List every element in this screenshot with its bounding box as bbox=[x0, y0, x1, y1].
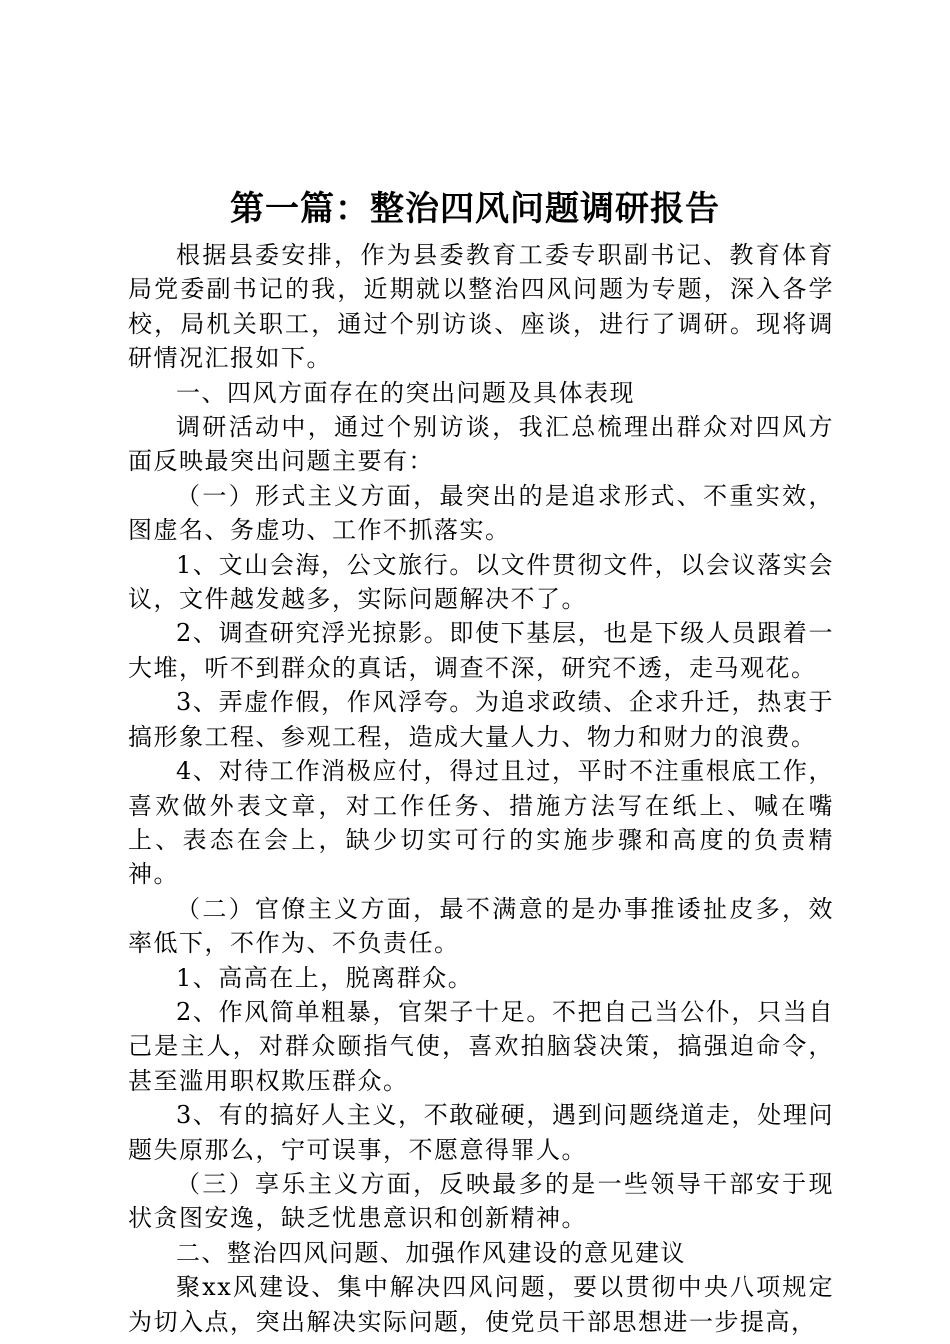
list-item: 4、对待工作消极应付，得过且过，平时不注重根底工作，喜欢做外表文章，对工作任务、措施方法写在纸上、喊在嘴上、表态在会上，缺少切实可行的实施步骤和高度的负责精神。 bbox=[128, 757, 834, 889]
list-item: 2、作风简单粗暴，官架子十足。不把自己当公仆，只当自己是主人，对群众颐指气使，喜欢拍脑袋决策，搞强迫命令，甚至滥用职权欺压群众。 bbox=[128, 997, 834, 1095]
list-item: 3、弄虚作假，作风浮夸。为追求政绩、企求升迁，热衷于搞形象工程、参观工程，造成大量人力、物力和财力的浪费。 bbox=[128, 688, 834, 751]
section-heading: 二、整治四风问题、加强作风建设的意见建议 bbox=[176, 1238, 686, 1267]
paragraph: 聚xx风建设、集中解决四风问题，要以贯彻中央八项规定为切入点，突出解决实际问题，使党员干部思想进一步提高， bbox=[128, 1273, 834, 1336]
paragraph: 根据县委安排，作为县委教育工委专职副书记、教育体育局党委副书记的我，近期就以整治四风问题为专题，深入各学校，局机关职工，通过个别访谈、座谈，进行了调研。现将调研情况汇报如下。 bbox=[128, 241, 834, 373]
section-heading: 一、四风方面存在的突出问题及具体表现 bbox=[176, 378, 635, 407]
paragraph: 调研活动中，通过个别访谈，我汇总梳理出群众对四风方面反映最突出问题主要有： bbox=[128, 413, 834, 476]
list-item: 1、高高在上，脱离群众。 bbox=[176, 963, 474, 992]
subsection-heading: （二）官僚主义方面，最不满意的是办事推诿扯皮多，效率低下，不作为、不负责任。 bbox=[128, 894, 834, 958]
subsection-heading: （一）形式主义方面，最突出的是追求形式、不重实效，图虚名、务虚功、工作不抓落实。 bbox=[128, 481, 834, 545]
list-item: 1、文山会海，公文旅行。以文件贯彻文件，以会议落实会议，文件越发越多，实际问题解决不了。 bbox=[128, 550, 834, 614]
subsection-heading: （三）享乐主义方面，反映最多的是一些领导干部安于现状贪图安逸，缺乏忧患意识和创新精神。 bbox=[128, 1169, 834, 1233]
list-item: 3、有的搞好人主义，不敢碰硬，遇到问题绕道走，处理问题失原那么，宁可误事，不愿意得罪人。 bbox=[128, 1101, 834, 1164]
document-body bbox=[128, 238, 834, 1339]
list-item: 2、调查研究浮光掠影。即使下基层，也是下级人员跟着一大堆，听不到群众的真话，调查不深，研究不透，走马观花。 bbox=[128, 619, 834, 682]
document-title: 第一篇：整治四风问题调研报告 bbox=[230, 189, 720, 229]
